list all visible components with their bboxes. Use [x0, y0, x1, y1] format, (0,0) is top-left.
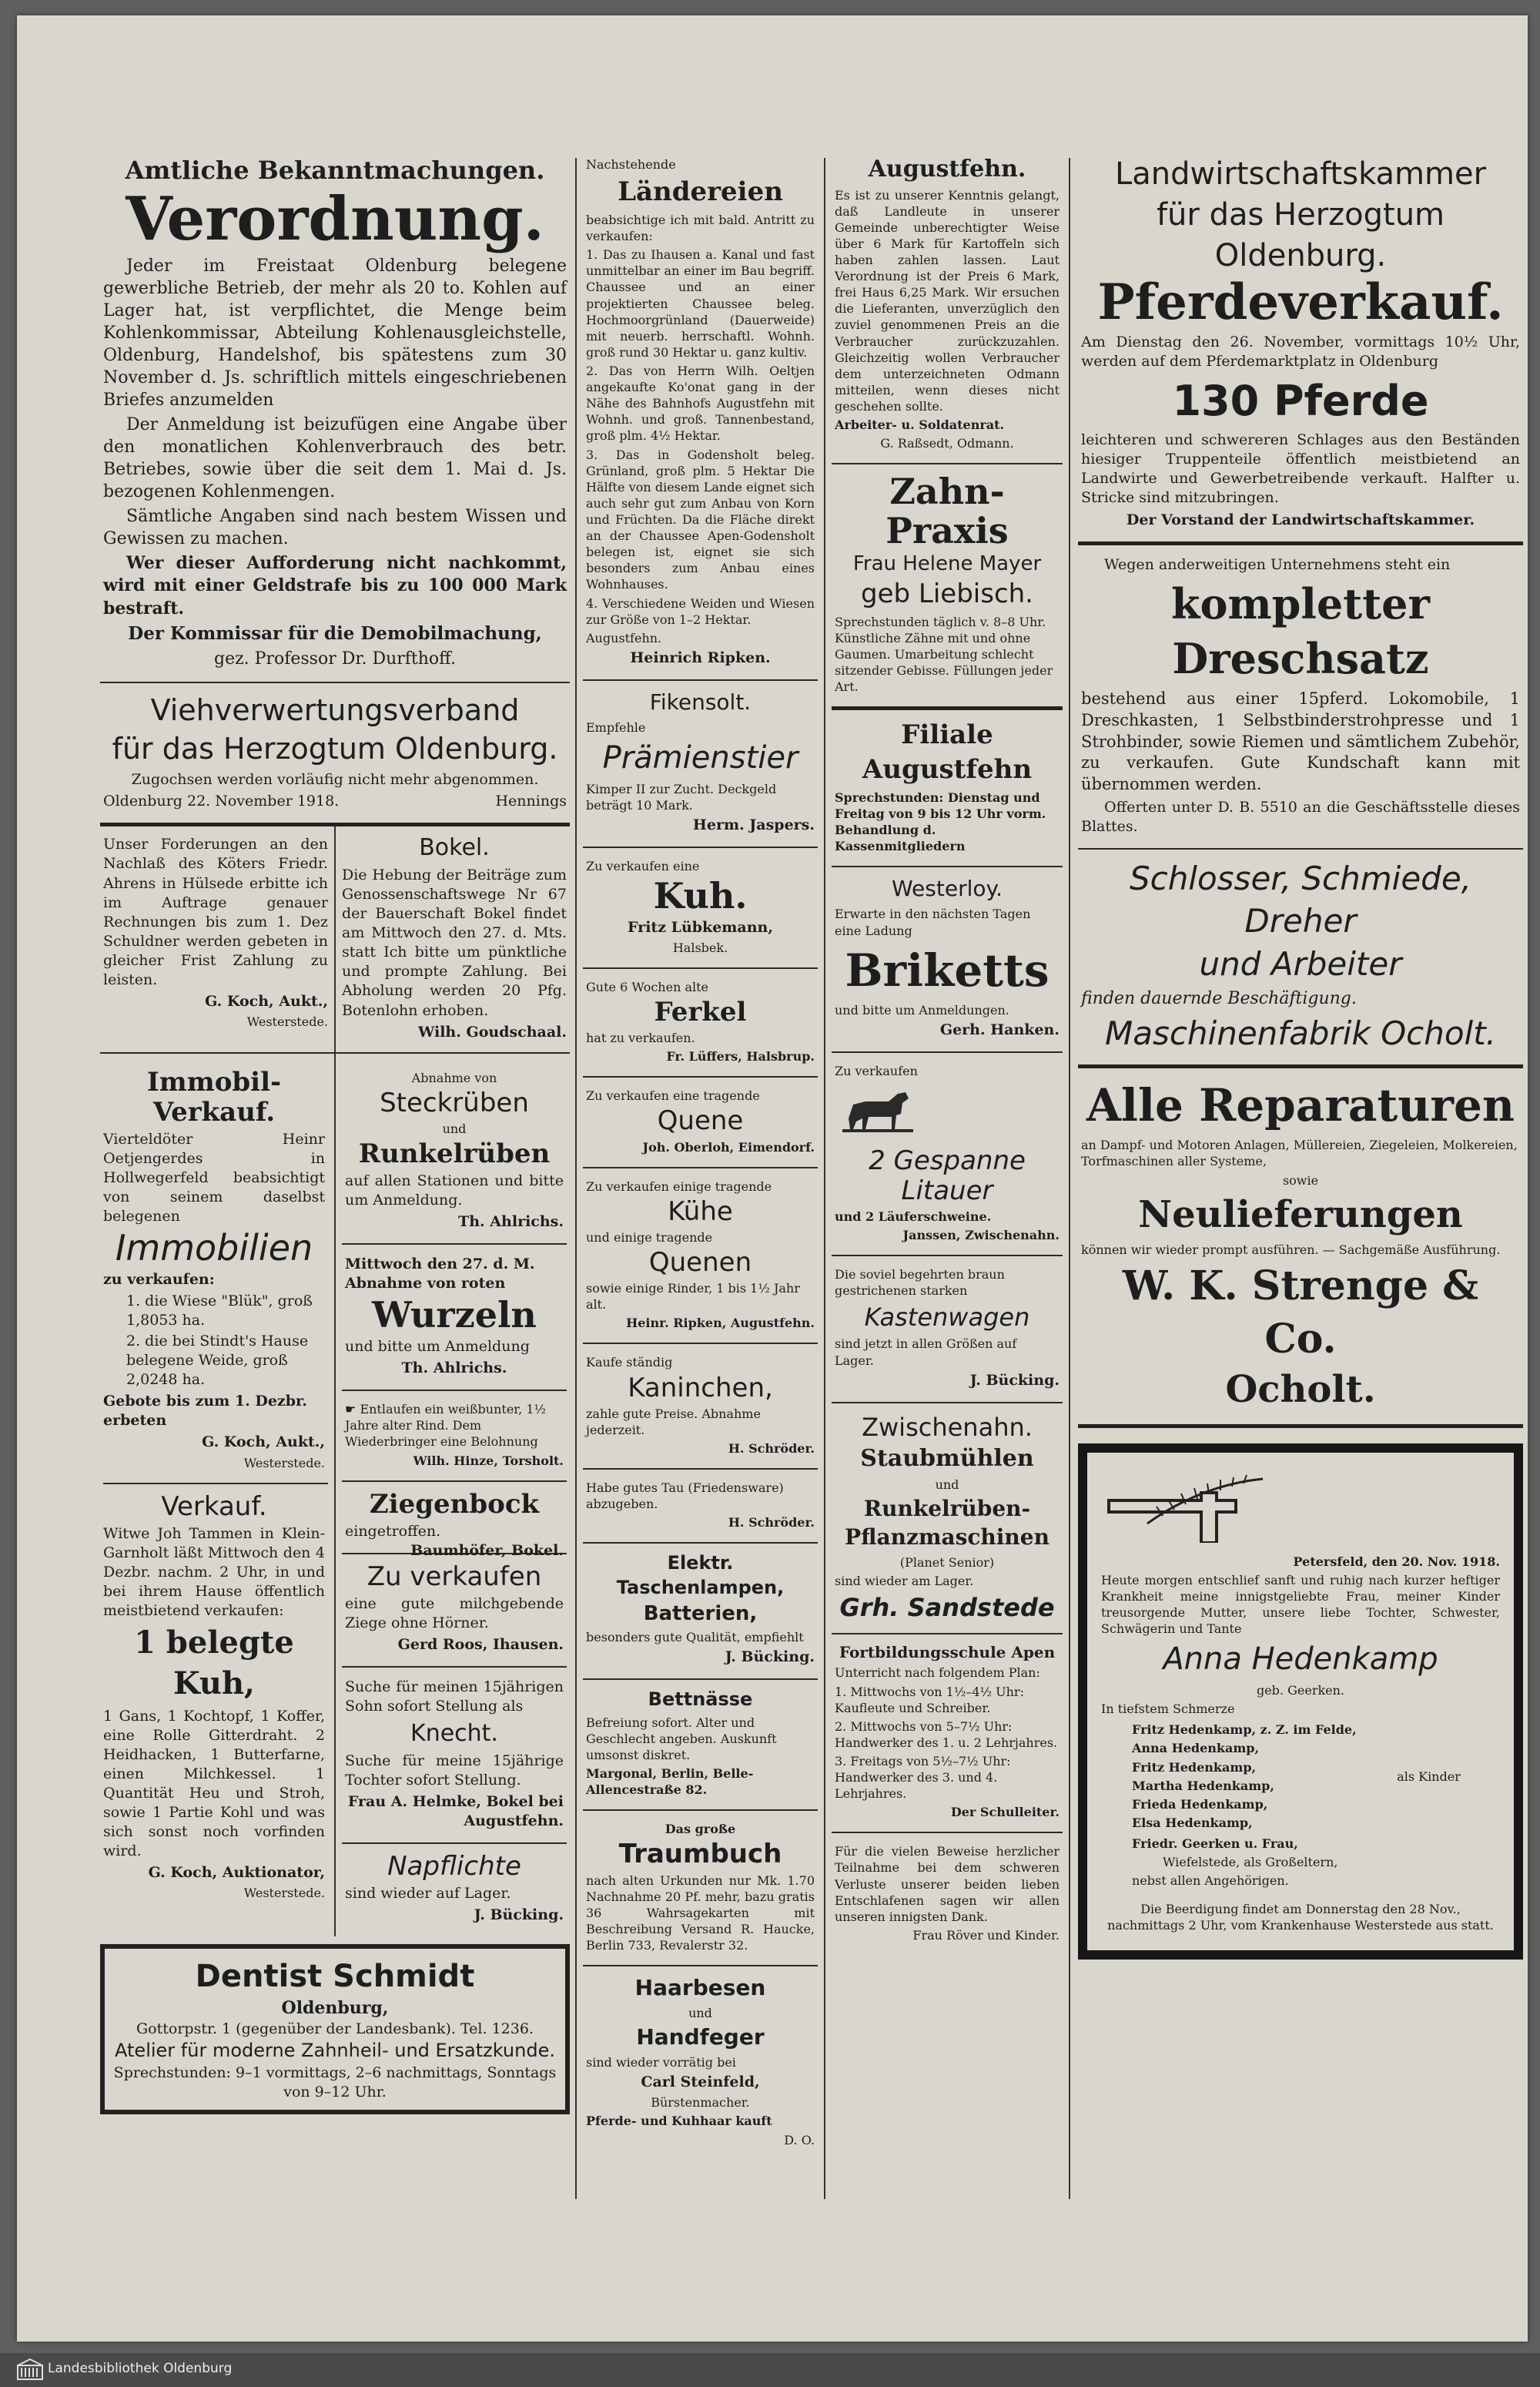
- ad-signature: Wilh. Hinze, Torsholt.: [413, 1453, 564, 1468]
- ad-signature: J. Bücking.: [725, 1648, 815, 1666]
- ad-title: Fortbildungsschule Apen: [839, 1643, 1056, 1661]
- ad-text: zu verkaufen:: [103, 1270, 215, 1288]
- kuehe-ad: [583, 1168, 818, 1345]
- wurzeln-ad: [342, 1245, 567, 1391]
- ad-signature: Hennings: [495, 793, 567, 810]
- ad-keyword: 130 Pferde: [1172, 376, 1429, 425]
- ad-signature: Frau A. Helmke, Bokel bei Augustfehn.: [347, 1793, 564, 1830]
- family-member: Frieda Hedenkamp,: [1132, 1796, 1268, 1812]
- haarbesen-ad: [583, 1966, 818, 2160]
- ad-text: Das große: [665, 1822, 736, 1837]
- ad-title: für das Herzogtum Oldenburg.: [112, 732, 558, 766]
- family-member: Anna Hedenkamp,: [1132, 1741, 1260, 1756]
- ad-signature: Th. Ahlrichs.: [401, 1359, 507, 1377]
- ad-text: [345, 1522, 564, 1559]
- ad-text: (Planet Senior): [899, 1554, 995, 1570]
- ad-title: Traumbuch: [618, 1839, 782, 1870]
- list-item: 2. Das von Herrn Wilh. Oeltjen angekaufte Ko'onat gang in der Nähe des Bahnhofs Augustfehn mit Wohnh. und groß. Tannenbestand, groß plm. 4½ Hektar.: [586, 363, 815, 444]
- immo-column: [100, 1054, 336, 1937]
- ad-signature: Gerd Roos, Ihausen.: [397, 1636, 564, 1654]
- family-member: Friedr. Geerken u. Frau,: [1132, 1836, 1298, 1851]
- ad-keyword: Kühe: [668, 1195, 733, 1227]
- row-nachlass-bokel: [100, 826, 570, 1053]
- ad-text: Die Beerdigung findet am Donnerstag den 28 Nov., nachmittags 2 Uhr, vom Krankenhause Westerstede aus statt.: [1107, 1902, 1494, 1933]
- ad-signature: Wilh. Goudschaal.: [417, 1023, 567, 1041]
- column-1: [100, 146, 570, 2114]
- ad-keyword: Quene: [657, 1105, 744, 1137]
- ad-text: Gebote bis zum 1. Dezbr. erbeten: [103, 1393, 307, 1430]
- ad-text: an Dampf- und Motoren Anlagen, Müllereien, Ziegeleien, Molkereien, Torfmaschinen aller Systeme,: [1081, 1138, 1518, 1169]
- ad-signature: Th. Ahlrichs.: [458, 1213, 564, 1231]
- ad-date: [103, 792, 567, 811]
- ad-text: Pferde- und Kuhhaar kauft: [586, 2114, 772, 2129]
- notice-place-date: Petersfeld, den 20. Nov. 1918.: [1293, 1554, 1500, 1569]
- footer-label: Landesbibliothek Oldenburg: [48, 2361, 233, 2376]
- pointing-hand-icon: ☛: [345, 1402, 360, 1417]
- zahnpraxis-ad: [832, 464, 1063, 710]
- ad-keyword: Knecht.: [410, 1720, 498, 1748]
- ad-signature: G. Koch, Aukt.,: [202, 1433, 325, 1451]
- ad-signature: G. Koch, Auktionator,: [148, 1864, 325, 1882]
- cross-palm-icon: [1101, 1470, 1270, 1543]
- ad-signature: Arbeiter- u. Soldatenrat.: [835, 417, 1005, 433]
- column-rule: [575, 158, 577, 2199]
- family-member: Fritz Hedenkamp, z. Z. im Felde,: [1132, 1722, 1357, 1738]
- ad-text: Offerten unter D. B. 5510 an die Geschäftsstelle dieses Blattes.: [1081, 798, 1520, 835]
- column-4: [1078, 146, 1523, 1975]
- ad-signature: Heinr. Ripken, Augustfehn.: [626, 1316, 815, 1331]
- ad-signature: H. Schröder.: [728, 1440, 815, 1456]
- ad-text: Sprechstunden täglich v. 8–8 Uhr. Künstliche Zähne mit und ohne Gaumen. Umarbeitung schlecht sitzender Gebisse. Füllungen jeder Art.: [835, 614, 1053, 695]
- ad-keyword: 1 belegte Kuh,: [134, 1624, 294, 1701]
- ad-text: und: [688, 2006, 712, 2021]
- ad-signature: Grh. Sandstede: [839, 1592, 1055, 1622]
- ad-text-body: Entlaufen ein weißbunter, 1½ Jahre alter Rind. Dem Wiederbringer eine Belohnung: [345, 1402, 547, 1450]
- nachlass-ad: [100, 826, 336, 1051]
- deceased-name: Anna Hedenkamp: [1163, 1641, 1438, 1678]
- ad-title: Westerloy.: [892, 876, 1003, 902]
- ad-text: zahle gute Preise. Abnahme jederzeit.: [586, 1406, 761, 1437]
- ad-signature: J. Bücking.: [474, 1906, 564, 1924]
- ad-title: Elektr. Taschenlampen,: [616, 1552, 785, 1598]
- fortbildungsschule-ad: [832, 1634, 1063, 1833]
- ad-text: Zu verkaufen eine tragende: [586, 1088, 760, 1104]
- napflichte-ad: [342, 1844, 567, 1936]
- ad-text: Nachstehende: [586, 157, 676, 172]
- reparaturen-ad: [1078, 1068, 1523, 1428]
- verordnung-ad: [100, 146, 570, 683]
- ad-signature: Fritz Lübkemann,: [628, 918, 773, 936]
- traumbuch-ad: [583, 1811, 818, 1966]
- pferdeverkauf-ad: [1078, 146, 1523, 545]
- ad-text: Gute 6 Wochen alte: [586, 979, 709, 994]
- ad-keyword: Ziegenbock: [369, 1488, 540, 1520]
- ad-title: Batterien,: [643, 1601, 758, 1625]
- ad-title: Immobil-Verkauf.: [146, 1066, 282, 1128]
- family-member: Wiefelstede, als Großeltern,: [1163, 1855, 1338, 1870]
- row-immo: [100, 1054, 570, 1937]
- family-relation: als Kinder: [1397, 1768, 1461, 1784]
- ad-text: Margonal, Berlin, Belle-Allencestraße 82.: [586, 1766, 754, 1798]
- ferkel-ad: [583, 969, 818, 1078]
- column-3: [832, 146, 1063, 1955]
- ad-place: Westerstede.: [243, 1455, 325, 1470]
- ad-text: Zu verkaufen: [835, 1064, 918, 1079]
- ad-text: besonders gute Qualität, empfiehlt: [586, 1629, 804, 1644]
- ad-text: sowie: [1282, 1172, 1319, 1188]
- dreschsatz-ad: [1078, 545, 1523, 850]
- ad-signature: Gerh. Hanken.: [939, 1021, 1060, 1039]
- taschenlampen-ad: [583, 1544, 818, 1680]
- ad-title: Handfeger: [636, 2024, 765, 2050]
- ad-text: leichteren und schwereren Schlages aus den Beständen hiesiger Truppenteile öffentlich meistbietend an Landwirte und Gewerbetreibende verkauft. Halfter u. Stricke sind mitzubringen.: [1081, 431, 1520, 507]
- ad-text: können wir wieder prompt ausführen. — Sachgemäße Ausführung.: [1081, 1242, 1501, 1257]
- entlaufen-ad: [342, 1391, 567, 1481]
- ad-signature: G. Koch, Aukt.,: [205, 993, 328, 1011]
- kastenwagen-ad: [832, 1256, 1063, 1403]
- ad-text: und einige tragende: [586, 1229, 713, 1245]
- ad-keyword: Kuh.: [653, 875, 748, 917]
- ad-title: für das Herzogtum Oldenburg.: [1156, 196, 1445, 273]
- ad-text: sind wieder auf Lager.: [345, 1885, 511, 1903]
- ad-title: Ländereien: [618, 176, 783, 208]
- ad-text: auf allen Stationen und bitte um Anmeldung.: [345, 1172, 564, 1209]
- ad-title: Zwischenahn.: [862, 1412, 1033, 1442]
- tau-ad: [583, 1470, 818, 1544]
- ad-text: beabsichtige ich mit bald. Antritt zu verkaufen:: [586, 212, 815, 244]
- ad-text: Unser Forderungen an den Nachlaß des Köters Friedr. Ahrens in Hülsede erbitte ich im Auftrage genauer Rechnungen bis zum 1. Dez Schuldner werden gebeten in gleicher Frist Zahlung zu leisten.: [103, 836, 328, 988]
- ad-title: Filiale Augustfehn: [862, 719, 1033, 786]
- list-item: 4. Verschiedene Weiden und Wiesen zur Größe von 1–2 Hektar.: [586, 595, 815, 627]
- ad-text: Vierteldöter Heinr Oetjengerdes in Hollwegerfeld beabsichtigt von seinem daselbst belegenen: [103, 1130, 325, 1225]
- ad-keyword: Kaninchen,: [628, 1372, 773, 1403]
- ad-text: Befreiung sofort. Alter und Geschlecht angeben. Auskunft umsonst diskret.: [586, 1715, 777, 1763]
- ad-text: Suche für meine 15jährige Tochter sofort Stellung.: [345, 1752, 564, 1789]
- ad-text: sowie einige Rinder, 1 bis 1½ Jahr alt.: [586, 1281, 800, 1313]
- ad-text: Kimper II zur Zucht. Deckgeld beträgt 10 Mark.: [586, 781, 777, 813]
- ad-text: sind wieder vorrätig bei: [586, 2055, 736, 2070]
- ad-title: Bokel.: [419, 834, 490, 862]
- list-item: 1. Das zu Ihausen a. Kanal und fast unmittelbar an einer im Bau begriff. Chaussee und an einer projektierten Chaussee beleg. Hochmoorgrünland (Dauerweide) mit neuerb. herrschaftl. Wohnh. groß rund 30 Hektar u. ganz kultiv.: [586, 247, 815, 360]
- ad-text: Die Hebung der Beiträge zum Genossenschaftswege Nr 67 der Bauerschaft Bokel findet am Mittwoch den 27. d. Mts. statt Ich bitte um pünktliche und prompte Zahlung. Bei Abholung werden 20 Pfg. Botenlohn erhoben.: [342, 866, 567, 1019]
- ad-text: [345, 1401, 564, 1450]
- ad-text: sind jetzt in allen Größen auf Lager.: [835, 1336, 1017, 1368]
- verkauf-ad: [103, 1484, 328, 1913]
- ad-title: Verordnung.: [126, 184, 544, 255]
- ad-text: geb Liebisch.: [861, 578, 1033, 609]
- ad-text: Sprechstunden: Dienstag und Freitag von 9 bis 12 Uhr vorm. Behandlung d. Kassenmitgliedern: [835, 790, 1046, 854]
- ad-text: Für die vielen Beweise herzlicher Teilnahme bei dem schweren Verluste unserer beiden lieben Entschlafenen sagen wir allen unseren innigsten Dank.: [835, 1844, 1060, 1924]
- ad-title: Bettnässe: [648, 1688, 753, 1711]
- horse-icon: [835, 1088, 919, 1134]
- ad-text: und 2 Läuferschweine.: [835, 1209, 992, 1224]
- ad-text: Kaufe ständig: [586, 1355, 673, 1370]
- ad-signature: Frau Röver und Kinder.: [912, 1927, 1060, 1943]
- ad-signature: Der Schulleiter.: [950, 1805, 1060, 1820]
- ad-keyword: Steckrüben: [380, 1087, 529, 1118]
- ad-title: Zahn-Praxis: [886, 471, 1009, 551]
- ad-text: Es ist zu unserer Kenntnis gelangt, daß Landleute in unserer Gemeinde unberechtigter Weise über 6 Mark für Kartoffeln sich haben zahlen lassen. Laut Verordnung ist der Preis 6 Mark, frei Haus 6,25 Mark. Wir ersuchen die Lieferanten, unverzüglich den zuviel genommenen Preis an die Verbraucher zurückzuzahlen. Gleichzeitig wollen Verbraucher dem unterzeichneten Odmann mitteilen, wenn dieses nicht geschehen sollte.: [835, 187, 1060, 414]
- ad-keyword: Runkelrüben-Pflanzmaschinen: [845, 1495, 1050, 1550]
- ad-signature: J. Bücking.: [969, 1371, 1060, 1389]
- laendereien-ad: [583, 146, 818, 681]
- section-header: Amtliche Bekanntmachungen.: [125, 156, 545, 185]
- ad-keyword: 2 Gespanne: [869, 1145, 1026, 1176]
- ad-signature: Carl Steinfeld,: [641, 2074, 760, 2091]
- list-item: 3. Freitags von 5½–7½ Uhr: Handwerker des 3. und 4. Lehrjahres.: [835, 1753, 1011, 1802]
- kaninchen-ad: [583, 1344, 818, 1470]
- ad-text: Mittwoch den 27. d. M. Abnahme von roten: [345, 1256, 535, 1292]
- ad-title: Alle Reparaturen: [1086, 1078, 1515, 1131]
- steckrueben-ad: [342, 1060, 567, 1245]
- family-member: Elsa Hedenkamp,: [1132, 1815, 1253, 1830]
- ad-title: Schlosser, Schmiede, Dreher: [1129, 859, 1472, 940]
- ad-text: eine gute milchgebende Ziege ohne Hörner.: [345, 1594, 564, 1632]
- ad-keyword: Neulieferungen: [1138, 1192, 1463, 1236]
- ad-text: Gottorpstr. 1 (gegenüber der Landesbank). Tel. 1236.: [136, 2020, 534, 2038]
- ad-text: finden dauernde Beschäftigung.: [1081, 989, 1357, 1009]
- ad-title: Augustfehn.: [868, 156, 1026, 183]
- ad-title: Viehverwertungsverband: [150, 692, 520, 727]
- ad-signature: Joh. Oberloh, Eimendorf.: [642, 1139, 815, 1155]
- ad-text: Zugochsen werden vorläufig nicht mehr abgenommen.: [131, 771, 539, 789]
- ad-text: Unterricht nach folgendem Plan:: [835, 1665, 1040, 1681]
- ad-text: Frau Helene Mayer: [852, 551, 1042, 575]
- ad-signature: Der Vorstand der Landwirtschaftskammer.: [1126, 511, 1475, 528]
- ad-keyword: kompletter Dreschsatz: [1171, 578, 1430, 683]
- ad-keyword: Kastenwagen: [864, 1302, 1030, 1333]
- augustfehn-ad: [832, 146, 1063, 464]
- ad-signature: Herm. Jaspers.: [692, 816, 815, 833]
- ad-text: nach alten Urkunden nur Mk. 1.70 Nachnahme 20 Pf. mehr, bazu gratis 36 Wahrsagekarten mit Beschreibung Versand R. Haucke, Berlin 733, Revalerstr 32.: [586, 1872, 815, 1953]
- family-member: Martha Hedenkamp,: [1132, 1778, 1274, 1793]
- ad-text: geb. Geerken.: [1256, 1683, 1345, 1698]
- ad-signature: W. K. Strenge & Co.: [1122, 1262, 1479, 1363]
- ziegenbock-ad: [342, 1482, 567, 1559]
- ad-keyword: Prämienstier: [602, 739, 798, 776]
- ad-text: Sprechstunden: 9–1 vormittags, 2–6 nachmittags, Sonntags von 9–12 Uhr.: [113, 2064, 557, 2101]
- ad-keyword: Immobilien: [115, 1227, 313, 1269]
- ad-text: Sämtliche Angaben sind nach bestem Wissen und Gewissen zu machen.: [103, 507, 567, 549]
- ad-keyword: Litauer: [901, 1175, 993, 1206]
- ad-text: Heute morgen entschlief sanft und ruhig nach kurzer heftiger Krankheit meine innigstgeliebte Frau, meiner Kinder treusorgende Mutter, unsere liebe Tochter, Schwester, Schwägerin und Tante: [1101, 1572, 1500, 1637]
- list-item: 2. Mittwochs von 5–7½ Uhr: Handwerker des 1. u. 2 Lehrjahres.: [835, 1718, 1058, 1750]
- quene-ad: [583, 1078, 818, 1168]
- kuh-ad: [583, 848, 818, 969]
- ad-signature: Fr. Lüffers, Halsbrup.: [666, 1049, 815, 1064]
- family-member: Fritz Hedenkamp,: [1132, 1759, 1257, 1775]
- zuverkaufen-ad: [342, 1554, 567, 1668]
- ad-text: Zu verkaufen einige tragende: [586, 1178, 772, 1194]
- library-logo-icon: [17, 2358, 43, 2381]
- ad-text: Witwe Joh Tammen in Klein-Garnholt läßt Mittwoch den 4 Dezbr. nachm. 2 Uhr, in und bei ihrem Hause öffentlich meistbietend verkaufen:: [103, 1524, 325, 1620]
- ad-keyword: Pferdeverkauf.: [1097, 273, 1504, 332]
- ad-title: Zu verkaufen: [367, 1561, 542, 1592]
- ad-title: und Arbeiter: [1199, 944, 1402, 983]
- bettnaesse-ad: [583, 1680, 818, 1811]
- date-text: Oldenburg 22. November 1918.: [103, 793, 340, 810]
- ad-title: Haarbesen: [634, 1975, 766, 2001]
- maschinenfabrik-ad: [1078, 850, 1523, 1068]
- ad-text: und: [935, 1477, 959, 1492]
- ad-text-body: eingetroffen.: [345, 1522, 441, 1540]
- ad-text: Suche für meinen 15jährigen Sohn sofort Stellung als: [345, 1678, 564, 1715]
- ad-text: Atelier für moderne Zahnheil- und Ersatzkunde.: [115, 2040, 555, 2062]
- column-2: [583, 146, 818, 2160]
- ad-text: sind wieder am Lager.: [835, 1573, 974, 1588]
- column-rule: [824, 158, 825, 2199]
- list-item: 1. Mittwochs von 1½–4½ Uhr: Kaufleute und Schreiber.: [835, 1684, 1024, 1715]
- ad-keyword: Briketts: [845, 944, 1050, 997]
- ad-title: Landwirtschaftskammer: [1114, 156, 1487, 192]
- ad-keyword: Napflichte: [387, 1851, 521, 1882]
- ad-signature: gez. Professor Dr. Durfthoff.: [213, 649, 457, 669]
- ad-signature: Janssen, Zwischenahn.: [902, 1227, 1060, 1242]
- ad-text: In tiefstem Schmerze: [1101, 1701, 1235, 1717]
- ad-text: Abnahme von: [411, 1070, 497, 1085]
- ad-signature: Heinrich Ripken.: [630, 649, 771, 666]
- filiale-ad: [832, 710, 1063, 867]
- list-item: 1. die Wiese "Blük", groß 1,8053 ha.: [126, 1292, 313, 1329]
- ad-keyword: Ferkel: [654, 997, 747, 1028]
- ad-signature: G. Raßsedt, Odmann.: [880, 436, 1014, 451]
- family-member: nebst allen Angehörigen.: [1132, 1873, 1289, 1889]
- ad-signature: Baumhöfer, Bokel.: [410, 1541, 564, 1559]
- ad-text: Oldenburg,: [281, 1998, 389, 2019]
- ad-title: Fikensolt.: [649, 689, 752, 715]
- column-rule: [1069, 158, 1070, 2199]
- ad-keyword: Staubmühlen: [860, 1444, 1034, 1472]
- ad-place: Westerstede.: [243, 1886, 325, 1901]
- bokel-ad: [336, 826, 570, 1051]
- dank-ad: [832, 1833, 1063, 1955]
- immo-ad: [103, 1060, 328, 1484]
- list-item: 2. die bei Stindt's Hause belegene Weide, groß 2,0248 ha.: [126, 1333, 309, 1389]
- ad-place: Westerstede.: [246, 1014, 328, 1030]
- ad-text: und bitte um Anmeldung: [345, 1338, 530, 1356]
- newspaper-page: [17, 15, 1528, 2342]
- ad-text: Zu verkaufen eine: [586, 859, 700, 874]
- ad-text: und bitte um Anmeldungen.: [835, 1003, 1009, 1018]
- dentist-ad: [100, 1944, 570, 2114]
- ad-signature: Der Kommissar für die Demobilmachung,: [128, 622, 542, 644]
- ad-text: Bürstenmacher.: [651, 2095, 750, 2110]
- ad-keyword: Quenen: [648, 1247, 752, 1278]
- col1-right: [336, 1054, 570, 1937]
- ad-text: Wegen anderweitigen Unternehmens steht ein: [1104, 555, 1451, 573]
- fikensolt-ad: [583, 681, 818, 848]
- death-notice: [1078, 1443, 1523, 1960]
- ad-place: Halsbek.: [672, 940, 728, 955]
- ad-title: Dentist Schmidt: [195, 1959, 475, 1995]
- zwischenahn-ad: [832, 1403, 1063, 1634]
- viehverwertung-ad: [100, 683, 570, 826]
- ad-text: Habe gutes Tau (Friedensware) abzugeben.: [586, 1480, 784, 1512]
- ad-text: Am Dienstag den 26. November, vormittags 10½ Uhr, werden auf dem Pferdemarktplatz in Oldenburg: [1081, 333, 1520, 370]
- family-names: [1101, 1719, 1397, 1833]
- ad-text: Erwarte in den nächsten Tagen eine Ladung: [835, 907, 1031, 938]
- ad-text: Die soviel begehrten braun gestrichenen starken: [835, 1266, 1005, 1299]
- ad-place: Augustfehn.: [586, 630, 662, 645]
- ad-text: hat zu verkaufen.: [586, 1031, 695, 1046]
- family-list: [1101, 1719, 1500, 1833]
- ad-keyword: Wurzeln: [372, 1294, 537, 1336]
- ad-keyword: Runkelrüben: [358, 1138, 551, 1169]
- ad-text: Jeder im Freistaat Oldenburg belegene gewerbliche Betrieb, der mehr als 20 to. Kohlen auf Lager hat, ist verpflichtet, die Menge beim Kohlenkommissar, Abteilung Kohlenausgleichstelle, Oldenburg, Handelshof, bis spätestens zum 30 November d. Js. schriftlich mittels eingeschriebenen Briefes anzumelden: [103, 256, 567, 411]
- ad-signature: D. O.: [784, 2132, 815, 2147]
- ad-text: bestehend aus einer 15pferd. Lokomobile, 1 Dreschkasten, 1 Selbstbinderstrohpresse und 1 Strohbinder, sowie Riemen und sämtlichem Zubehör, zu verkaufen. Gute Kundschaft kann mit übernommen werden.: [1081, 689, 1520, 794]
- ad-title: Verkauf.: [161, 1490, 267, 1522]
- ad-signature: H. Schröder.: [728, 1515, 815, 1530]
- ad-signature: Maschinenfabrik Ocholt.: [1104, 1014, 1497, 1053]
- ad-text: Der Anmeldung ist beizufügen eine Angabe über den monatlichen Kohlenverbrauch des betr. Betriebes, sowie über die seit dem 1. Mai d. Js. bezogenen Kohlenmengen.: [103, 415, 567, 502]
- gespanne-ad: [832, 1053, 1063, 1256]
- footer-bar: [0, 2353, 1540, 2387]
- ad-text: 1 Gans, 1 Kochtopf, 1 Koffer, eine Rolle Gitterdraht. 2 Heidhacken, 1 Butterfarne, einen Milchkessel. 1 Quantität Heu und Stroh, sowie 1 Partie Kohl und was sich sonst noch vorfinden wird.: [103, 1707, 325, 1860]
- ad-text: Wer dieser Aufforderung nicht nachkommt, wird mit einer Geldstrafe bis zu 100 000 Mark bestraft.: [103, 553, 567, 619]
- knecht-ad: [342, 1668, 567, 1844]
- ad-place: Ocholt.: [1225, 1368, 1376, 1412]
- list-item: 3. Das in Godensholt beleg. Grünland, groß plm. 5 Hektar Die Hälfte von diesem Lande eignet sich auch sehr gut zum Anbau von Korn und Früchten. Da die Fläche direkt an der Chaussee Apen-Godensholt belegen ist, eignet sie sich besonders zum Anbau eines Wohnhauses.: [586, 447, 815, 592]
- briketts-ad: [832, 867, 1063, 1053]
- ad-text: und: [442, 1121, 467, 1136]
- ad-text: Empfehle: [586, 719, 646, 735]
